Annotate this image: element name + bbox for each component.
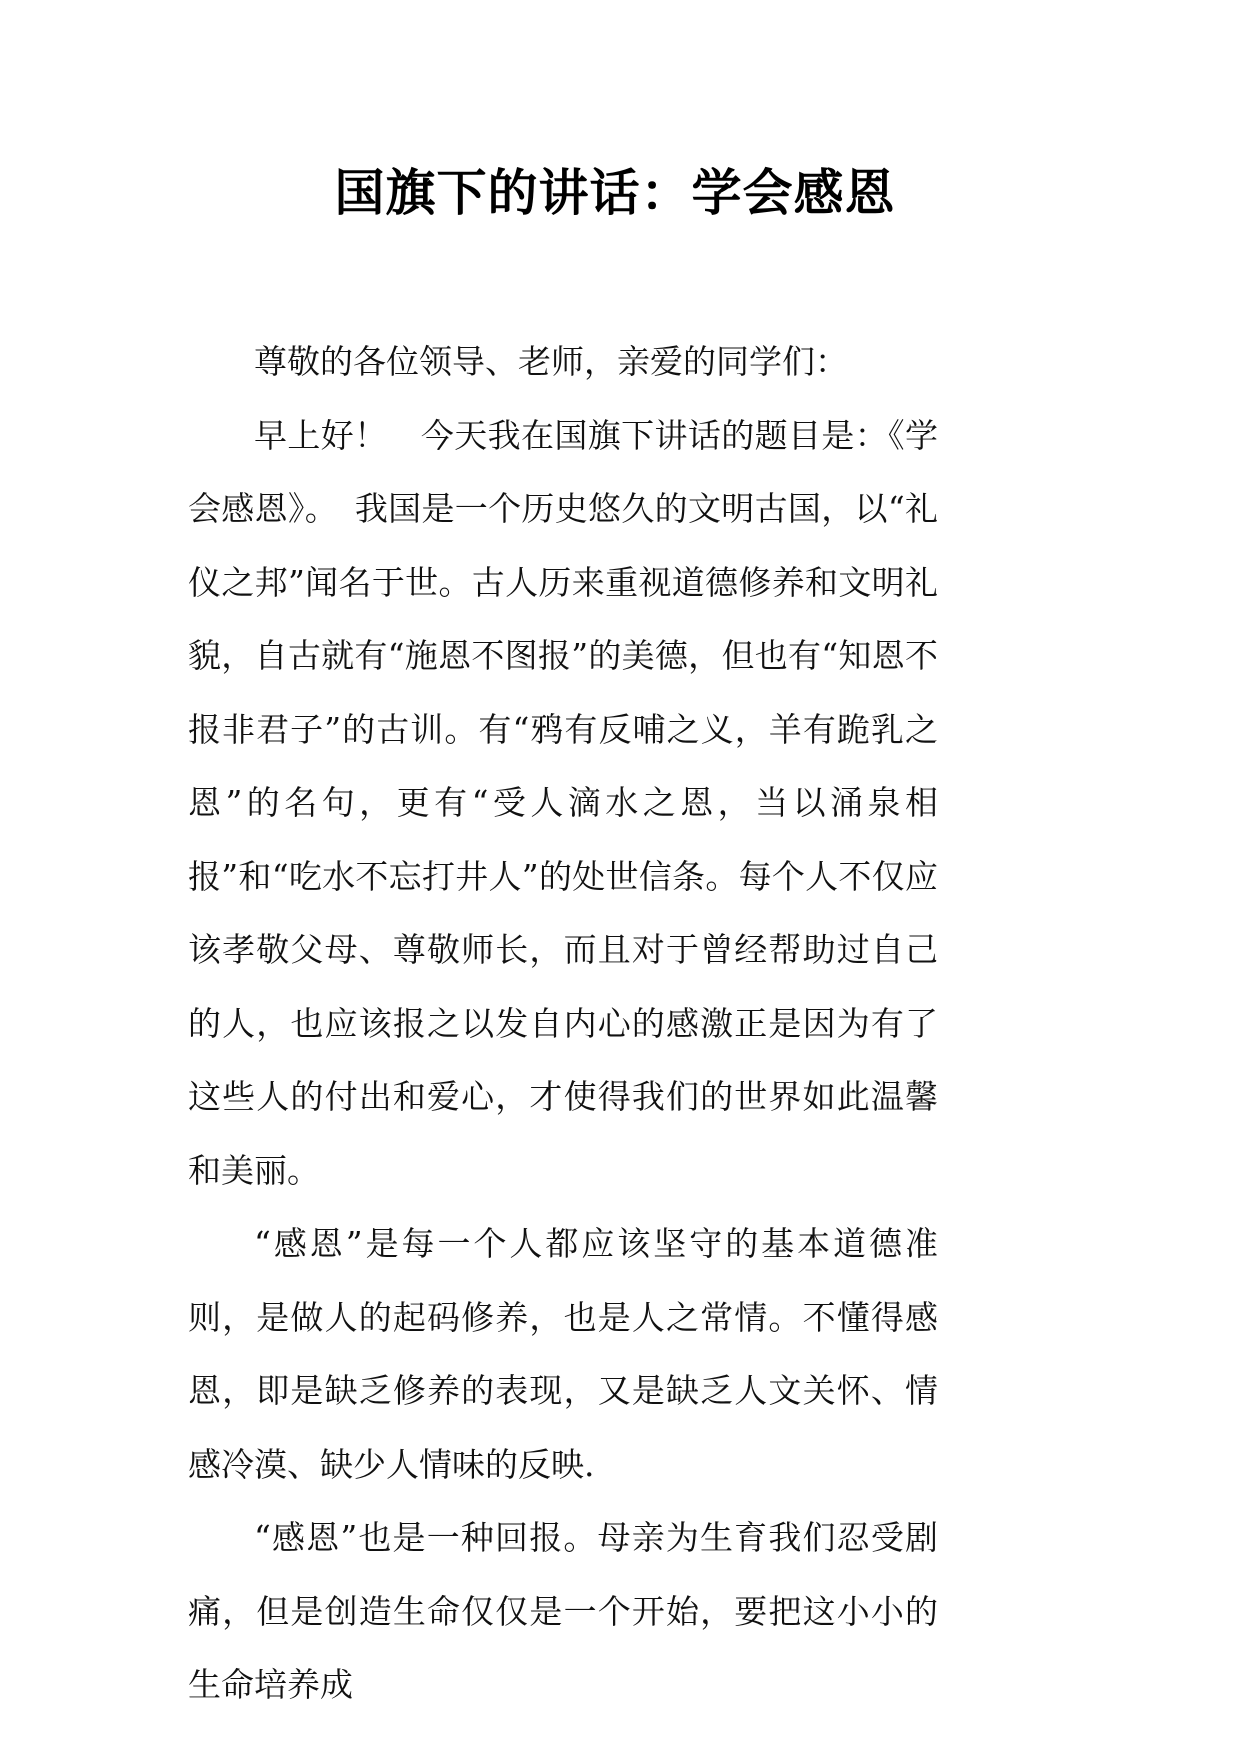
paragraph-opening: 早上好！ 今天我在国旗下讲话的题目是：《学会感恩》。 我国是一个历史悠久的文明古国，以“礼仪之邦”闻名于世。古人历来重视道德修养和文明礼貌，自古就有“施恩不图报”的美德，但也有“知恩不报非君子”的古训。有“鸦有反哺之义，羊有跪乳之恩”的名句，更有“受人滴水之恩，当以涌泉相报”和“吃水不忘打井人”的处世信条。每个人不仅应该孝敬父母、尊敬师长，而且对于曾经帮助过自己的人，也应该报之以发自内心的感激正是因为有了这些人的付出和爱心，才使得我们的世界如此温馨和美丽。 bbox=[188, 415, 938, 1190]
paragraph-gratitude-return: “感恩”也是一种回报。母亲为生育我们忍受剧痛，但是创造生命仅仅是一个开始，要把这小小的生命培养成 bbox=[188, 1518, 938, 1704]
paragraph-greeting: 尊敬的各位领导、老师，亲爱的同学们： bbox=[254, 342, 848, 381]
document-body bbox=[188, 325, 938, 1722]
document-title: 国旗下的讲话：学会感恩 bbox=[334, 164, 896, 222]
paragraph-gratitude-virtue: “感恩”是每一个人都应该坚守的基本道德准则，是做人的起码修养，也是人之常情。不懂得感恩，即是缺乏修养的表现，又是缺乏人文关怀、情感冷漠、缺少人情味的反映. bbox=[188, 1224, 938, 1484]
